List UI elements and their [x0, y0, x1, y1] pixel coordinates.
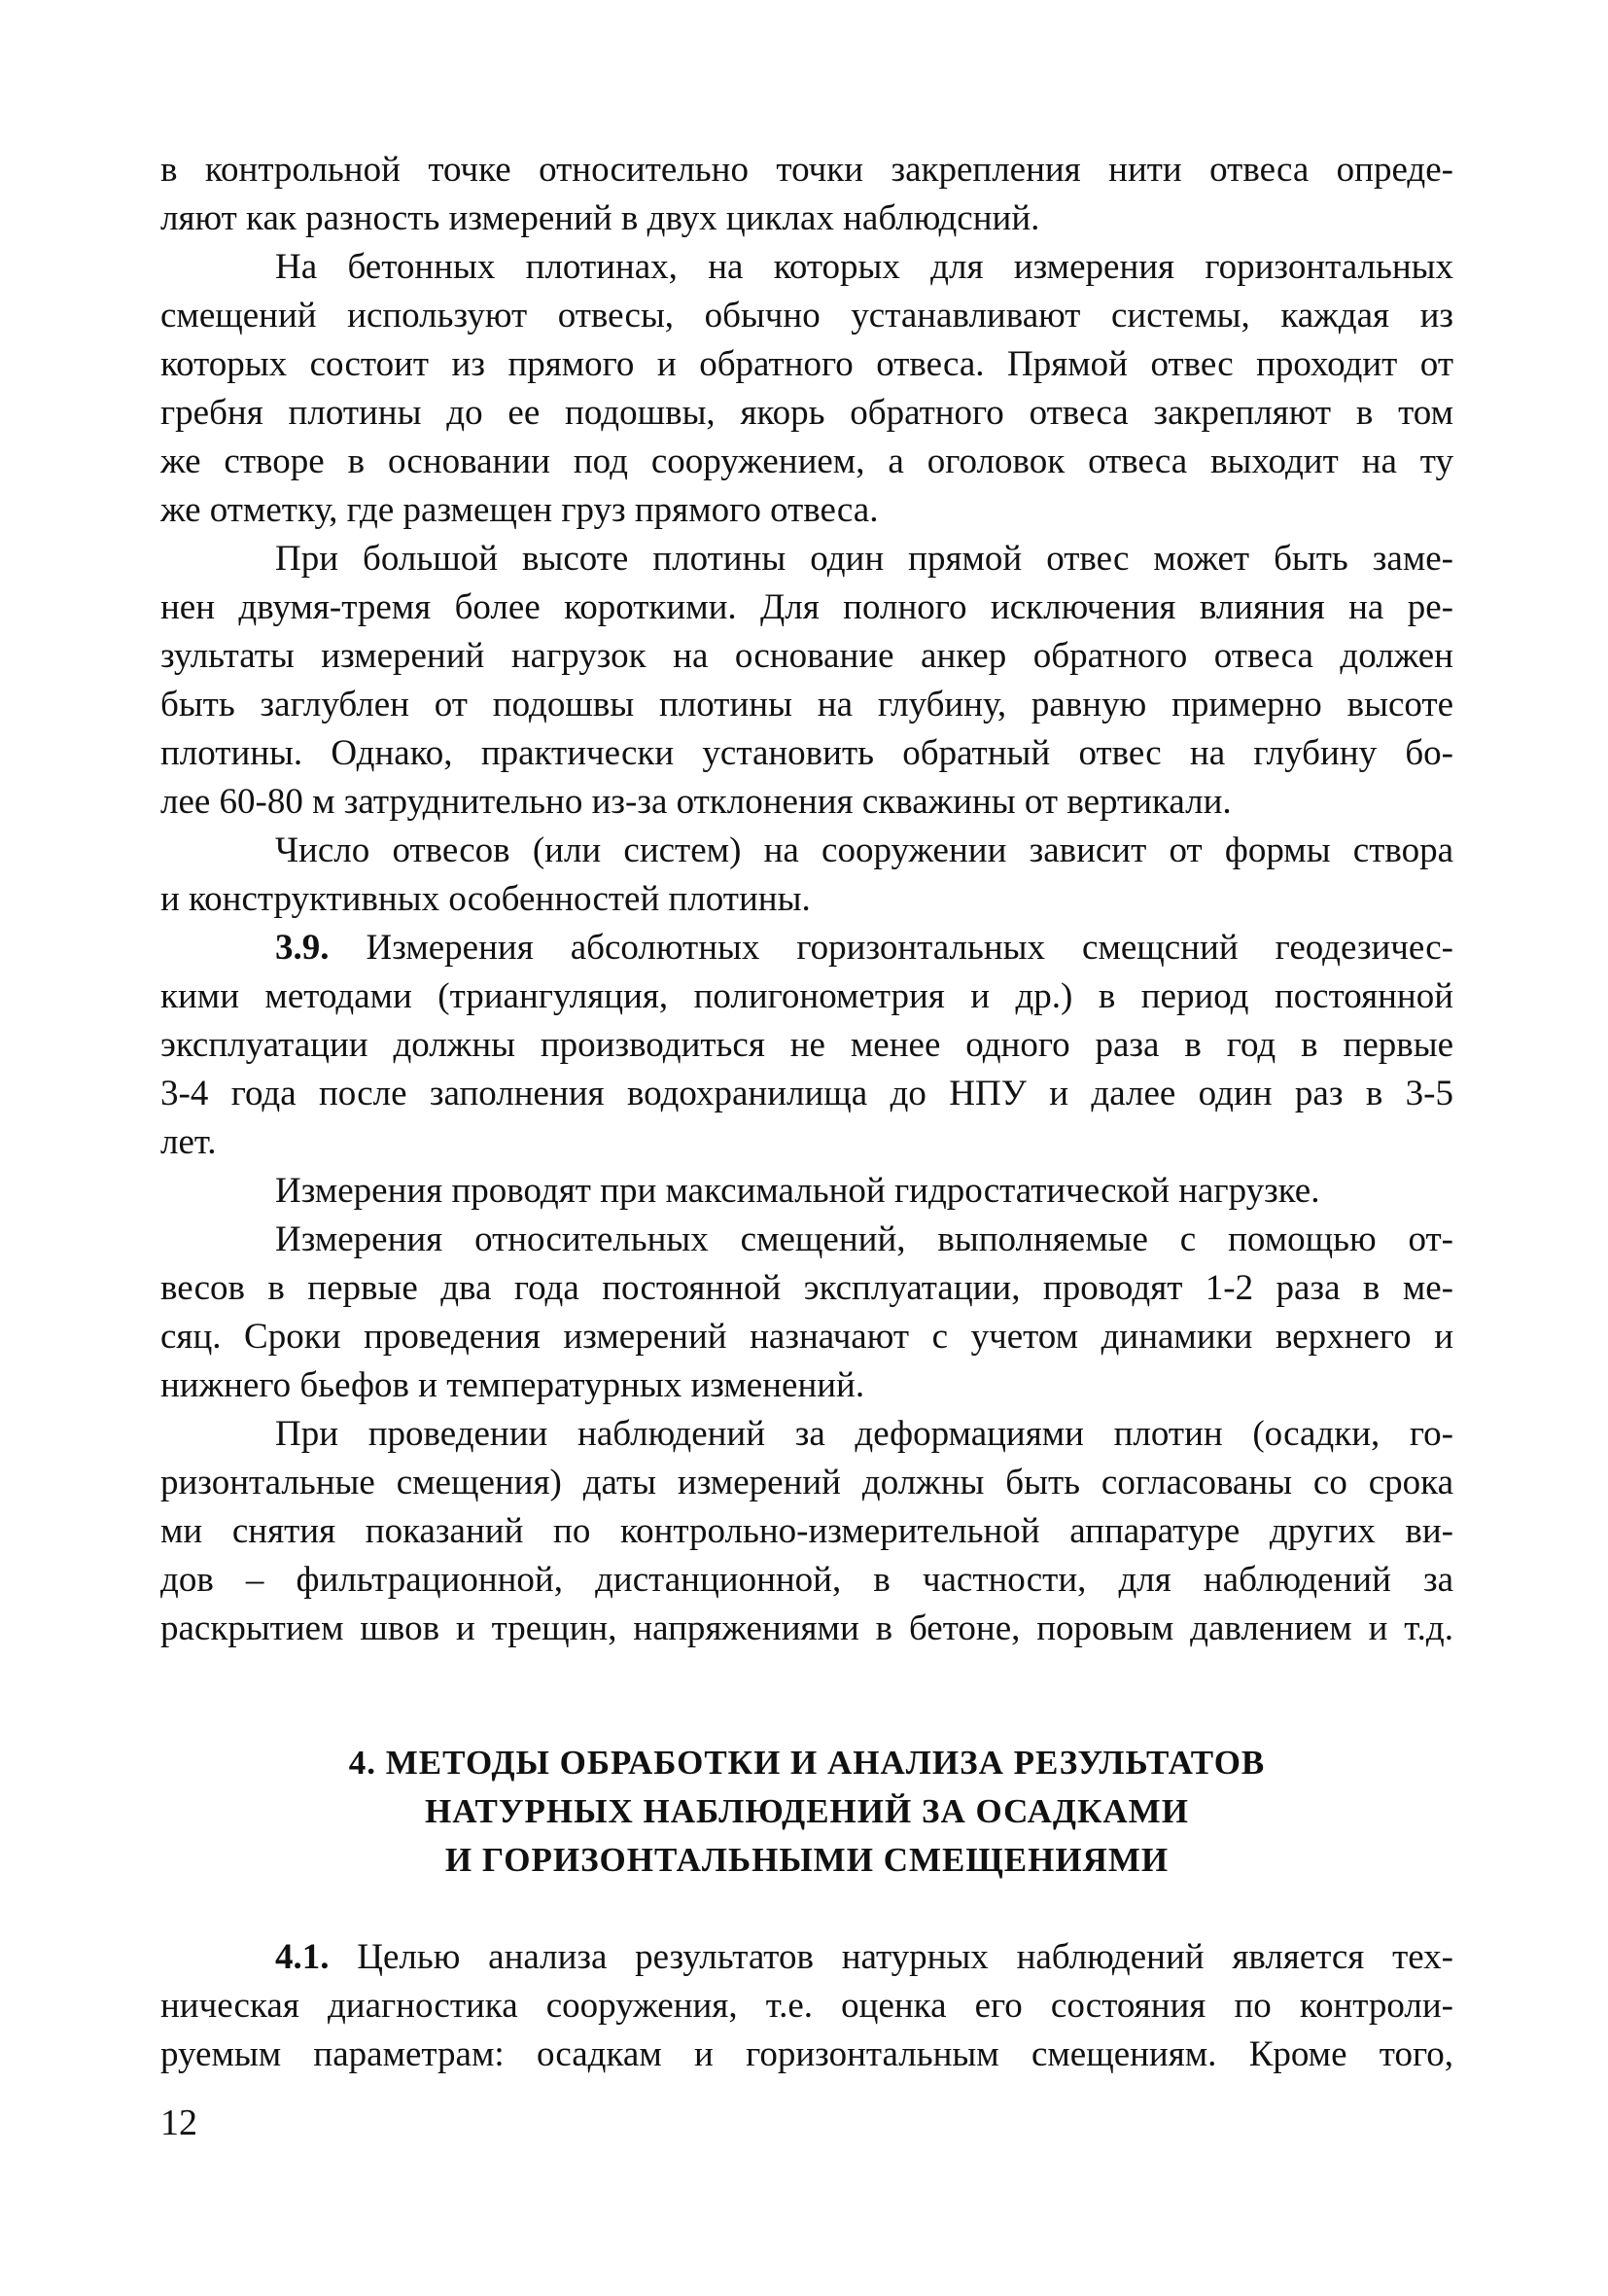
heading-line: И ГОРИЗОНТАЛЬНЫМИ СМЕЩЕНИЯМИ: [444, 1841, 1170, 1879]
paragraph: [160, 243, 1453, 535]
text-line: быть заглублен от подошвы плотины на глубину, равную примерно высоте: [160, 685, 1453, 724]
text-line: лее 60-80 м затруднительно из-за отклонения скважины от вертикали.: [160, 782, 1232, 822]
paragraph: [160, 1216, 1453, 1410]
heading-line: НАТУРНЫХ НАБЛЮДЕНИЙ ЗА ОСАДКАМИ: [425, 1792, 1189, 1830]
heading-line: 4. МЕТОДЫ ОБРАБОТКИ И АНАЛИЗА РЕЗУЛЬТАТОВ: [348, 1744, 1266, 1782]
text-fragment: Целью анализа результатов натурных наблюдений является тех-: [329, 1937, 1453, 1977]
paragraph: [160, 1933, 1453, 2079]
text-line: весов в первые два года постоянной эксплуатации, проводят 1-2 раза в ме-: [160, 1268, 1453, 1308]
text-line: ляют как разность измерений в двух циклах наблюдсний.: [160, 198, 1040, 238]
clause-number: 4.1.: [275, 1937, 330, 1977]
text-line: которых состоит из прямого и обратного отвеса. Прямой отвес проходит от: [160, 344, 1453, 384]
text-line: кими методами (триангуляция, полигонометрия и др.) в период постоянной: [160, 976, 1453, 1016]
section-spacer: [160, 1653, 1453, 1739]
text-line: эксплуатации должны производиться не менее одного раза в год в первые: [160, 1025, 1453, 1065]
paragraph: [160, 827, 1453, 924]
text-line: Измерения проводят при максимальной гидростатической нагрузке.: [275, 1171, 1320, 1211]
text-line: сяц. Сроки проведения измерений назначают с учетом динамики верхнего и: [160, 1317, 1453, 1357]
text-line: Измерения относительных смещений, выполняемые с помощью от-: [275, 1219, 1453, 1259]
text-line: [160, 924, 1453, 972]
text-line: лет.: [160, 1122, 217, 1162]
paragraph: [160, 924, 1453, 1167]
text-line: На бетонных плотинах, на которых для измерения горизонтальных: [275, 247, 1453, 287]
section-spacer: [160, 1885, 1453, 1933]
text-line: нижнего бьефов и температурных изменений.: [160, 1365, 865, 1405]
page-number: 12: [160, 2102, 197, 2143]
text-line: 3-4 года после заполнения водохранилища до НПУ и далее один раз в 3-5: [160, 1074, 1453, 1113]
text-line: ризонтальные смещения) даты измерений должны быть согласованы со срока: [160, 1463, 1453, 1502]
text-line: Число отвесов (или систем) на сооружении зависит от формы створа: [275, 830, 1453, 870]
paragraph: [160, 535, 1453, 827]
text-line: дов – фильтрационной, дистанционной, в частности, для наблюдений за: [160, 1560, 1453, 1600]
text-line: и конструктивных особенностей плотины.: [160, 879, 811, 919]
text-line: раскрытием швов и трещин, напряжениями в бетоне, поровым давлением и т.д.: [160, 1608, 1453, 1648]
paragraph: [160, 1167, 1453, 1216]
text-line: зультаты измерений нагрузок на основание анкер обратного отвеса должен: [160, 636, 1453, 676]
text-line: гребня плотины до ее подошвы, якорь обратного отвеса закрепляют в том: [160, 393, 1453, 433]
text-line: ническая диагностика сооружения, т.е. оценка его состояния по контроли-: [160, 1986, 1453, 2026]
text-line: руемым параметрам: осадкам и горизонтальным смещениям. Кроме того,: [160, 2034, 1453, 2074]
paragraph: [160, 146, 1453, 243]
clause-number: 3.9.: [275, 928, 330, 968]
text-line: ми снятия показаний по контрольно-измерительной аппаратуре других ви-: [160, 1511, 1453, 1551]
text-line: же отметку, где размещен груз прямого отвеса.: [160, 490, 879, 530]
text-line: [160, 1933, 1453, 1982]
text-line: плотины. Однако, практически установить обратный отвес на глубину бо-: [160, 733, 1453, 773]
text-line: нен двумя-тремя более короткими. Для полного исключения влияния на ре-: [160, 587, 1453, 627]
paragraph: [160, 1410, 1453, 1653]
text-line: смещений используют отвесы, обычно устанавливают системы, каждая из: [160, 296, 1453, 336]
text-line: При проведении наблюдений за деформациями плотин (осадки, го-: [275, 1414, 1453, 1454]
text-line: в контрольной точке относительно точки закрепления нити отвеса опреде-: [160, 150, 1453, 190]
text-fragment: Измерения абсолютных горизонтальных смещсний геодезичес-: [329, 928, 1453, 968]
text-line: При большой высоте плотины один прямой отвес может быть заме-: [275, 539, 1453, 579]
section-heading: [160, 1739, 1453, 1885]
text-line: же створе в основании под сооружением, а оголовок отвеса выходит на ту: [160, 442, 1453, 481]
document-page: [160, 146, 1453, 2079]
